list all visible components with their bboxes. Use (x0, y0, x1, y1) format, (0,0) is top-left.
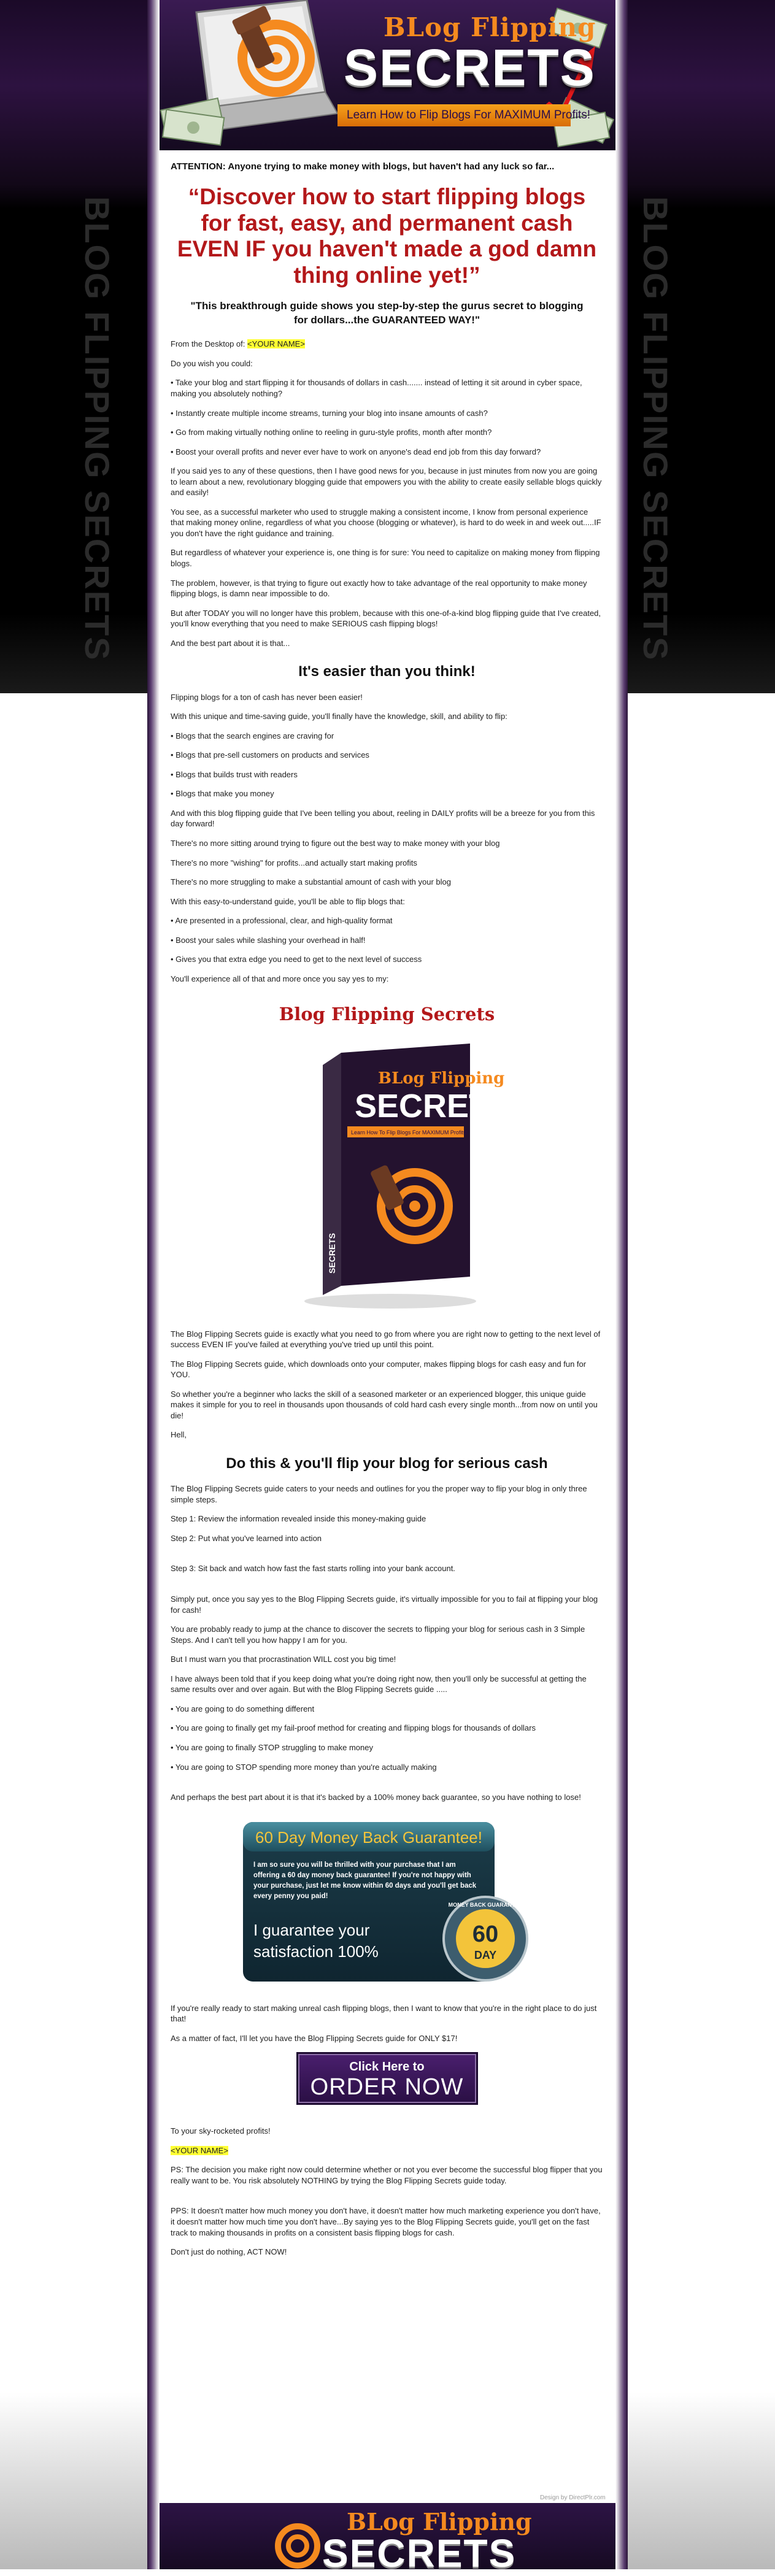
step-item: Step 3: Sit back and watch how fast the fast starts rolling into your bank account. (171, 1564, 455, 1574)
heading-flip: Do this & you'll flip your blog for serious cash (226, 1455, 548, 1472)
footer-banner (160, 2503, 615, 2575)
footer-rss-icon (270, 2515, 325, 2570)
sub-headline: "This breakthrough guide shows you step-by-step the gurus secret to blogging for dollars...the GUARANTEED WAY!" (190, 300, 584, 326)
from-line (171, 339, 603, 350)
guarantee-title: 60 Day Money Back Guarantee! (255, 1828, 482, 1847)
paragraph: There's no more "wishing" for profits...and actually start making profits (171, 858, 417, 867)
ebook-cover-image (286, 1040, 511, 1310)
from-label: From the Desktop of: (171, 339, 245, 349)
bullet-item: • Are presented in a professional, clear, and high-quality format (171, 916, 393, 926)
heading-easier: It's easier than you think! (298, 663, 476, 680)
paragraph: If you're really ready to start making unreal cash flipping blogs, then I want to know that you're in the right place to do just that! (171, 2003, 597, 2024)
bullet-item: • Blogs that the search engines are craving for (171, 731, 334, 740)
paragraph: I have always been told that if you keep doing what you're doing right now, then you'll only be successful at getting the same results over and over again. But with the Blog Flipping Secrets guide ..... (171, 1674, 587, 1694)
order-now-button[interactable] (296, 2052, 478, 2105)
paragraph: But after TODAY you will no longer have this problem, because with this one-of-a-kind blog flipping guide that I've created, you'll know everything that you need to make SERIOUS cash flipping blogs! (171, 608, 601, 629)
footer-title-line1: BLog Flipping (347, 2508, 532, 2536)
paragraph: So whether you're a beginner who lacks the skill of a seasoned marketer or an experienced blogger, this unique guide makes it simple for you to reel in thousands upon thousands of cold hard cash every single month...from now on until you die! (171, 1389, 598, 1420)
paragraph: With this easy-to-understand guide, you'll be able to flip blogs that: (171, 896, 405, 906)
paragraph: With this unique and time-saving guide, you'll finally have the knowledge, skill, and ability to flip: (171, 712, 507, 721)
paragraph: Do you wish you could: (171, 358, 253, 368)
side-watermark-left: BLOG FLIPPING SECRETS (78, 196, 117, 661)
guarantee-text-line2: offering a 60 day money back guarantee! If you're not happy with (253, 1871, 471, 1879)
paragraph: As a matter of fact, I'll let you have the Blog Flipping Secrets guide for ONLY $17! (171, 2033, 458, 2043)
step-item: Step 1: Review the information revealed inside this money-making guide (171, 1514, 426, 1524)
paragraph: If you said yes to any of these questions, then I have good news for you, because in just minutes from now you are going to learn about a new, revolutionary blogging guide that empowers you with the ability to create easily sellable blogs quickly and easily! (171, 466, 602, 498)
author-name-highlight: <YOUR NAME> (247, 339, 305, 349)
bullet-item: • Boost your overall profits and never ever have to work on anyone's dead end job from this day forward? (171, 447, 541, 456)
footer-credit: Design by DirectPlr.com (540, 2494, 606, 2501)
ebook-title-line2: SECRETS (354, 1087, 511, 1125)
paragraph: The Blog Flipping Secrets guide is exactly what you need to go from where you are right now to getting to the next level of success EVEN IF you've failed at everything you've tried up until this point. (171, 1329, 601, 1350)
guarantee-text-line1: I am so sure you will be thrilled with your purchase that I am (253, 1861, 456, 1869)
signature-name-highlight: <YOUR NAME> (171, 2145, 228, 2155)
attention-line: ATTENTION: Anyone trying to make money with blogs, but haven't had any luck so far... (171, 161, 555, 172)
bullet-item: • You are going to finally get my fail-proof method for creating and flipping blogs for thousands of dollars (171, 1723, 536, 1733)
seal-day: DAY (474, 1948, 496, 1961)
sales-letter-content (171, 161, 603, 2266)
ebook-title-line1: BLog Flipping (377, 1069, 504, 1088)
paragraph: The Blog Flipping Secrets guide, which downloads onto your computer, makes flipping blogs for cash easy and fun for YOU. (171, 1359, 587, 1380)
paragraph: There's no more struggling to make a substantial amount of cash with your blog (171, 877, 451, 887)
bullet-item: • Gives you that extra edge you need to get to the next level of success (171, 955, 422, 964)
product-title: Blog Flipping Secrets (279, 1004, 495, 1025)
header-banner (160, 0, 615, 150)
money-stack-icon (160, 92, 227, 150)
bullet-item: • Take your blog and start flipping it for thousands of dollars in cash....... instead of letting it sit around in cyber space, making you absolutely nothing? (171, 378, 582, 398)
paragraph: The problem, however, is that trying to figure out exactly how to take advantage of the real opportunity to make money flipping blogs, is damn near impossible to do. (171, 578, 587, 599)
final-call-to-action: Don't just do nothing, ACT NOW! (171, 2247, 287, 2257)
spacer (171, 1781, 603, 1792)
ps-paragraph: PS: The decision you make right now could determine whether or not you ever become the successful blog flipper that you really want to be. You risk absolutely NOTHING by trying the Blog Flipping Secrets guide today. (171, 2165, 603, 2185)
paragraph: Simply put, once you say yes to the Blog Flipping Secrets guide, it's virtually impossible for you to fail at flipping your blog for cash! (171, 1594, 598, 1615)
spacer (171, 1552, 603, 1563)
footer-title-line2: SECRETS (322, 2531, 517, 2575)
paragraph: Flipping blogs for a ton of cash has never been easier! (171, 692, 363, 702)
ebook-tagline: Learn How To Flip Blogs For MAXIMUM Profits! (350, 1129, 468, 1136)
bullet-item: • Blogs that pre-sell customers on products and services (171, 750, 369, 760)
step-item: Step 2: Put what you've learned into action (171, 1533, 322, 1543)
order-button-big-text: ORDER NOW (310, 2074, 464, 2101)
seal-number: 60 (472, 1921, 498, 1947)
ebook-spine-text: SECRETS (326, 1232, 337, 1274)
bullet-item: • Blogs that make you money (171, 789, 274, 799)
guarantee-footer-line2: satisfaction 100% (253, 1942, 379, 1961)
paragraph: And perhaps the best part about it is that it's backed by a 100% money back guarantee, so you have nothing to lose! (171, 1793, 581, 1802)
pps-paragraph: PPS: It doesn't matter how much money you don't have, it doesn't matter how much marketing experience you don't have, it doesn't matter how much time you don't have...By saying yes to the Blog Flipping Secrets guide, you'll get on the fast track to making thousands in profits on a consistent basis flipping blogs for cash. (171, 2206, 601, 2237)
paragraph: And the best part about it is that... (171, 638, 290, 648)
order-button-small-text: Click Here to (349, 2060, 425, 2074)
header-title-line2: SECRETS (344, 39, 596, 96)
seal-ring-text: MONEY BACK GUARANTEE (448, 1901, 522, 1908)
bullet-item: • You are going to finally STOP struggling to make money (171, 1742, 373, 1752)
paragraph: You'll experience all of that and more once you say yes to my: (171, 974, 389, 983)
bullet-item: • Blogs that builds trust with readers (171, 769, 298, 779)
paragraph: There's no more sitting around trying to figure out the best way to make money with your blog (171, 839, 500, 848)
bullet-item: • Instantly create multiple income streams, turning your blog into insane amounts of cash? (171, 408, 488, 418)
paragraph: You are probably ready to jump at the chance to discover the secrets to flipping your blog for serious cash in 3 Simple Steps. And I can't tell you how happy I am for you. (171, 1624, 585, 1645)
guarantee-footer-line1: I guarantee your (253, 1920, 369, 1939)
side-watermark-right: BLOG FLIPPING SECRETS (636, 196, 675, 661)
paragraph: But regardless of whatever your experience is, one thing is for sure: You need to capitalize on making money from flipping blogs. (171, 548, 600, 568)
guarantee-text-line3: your purchase, just let me know within 60 days and you'll get back (253, 1882, 476, 1890)
paragraph: The Blog Flipping Secrets guide caters to your needs and outlines for you the proper way to flip your blog in only three simple steps. (171, 1484, 587, 1504)
signature-line (171, 2145, 603, 2156)
paragraph: Hell, (171, 1430, 187, 1440)
guarantee-badge (240, 1819, 534, 1985)
bullet-item: • You are going to STOP spending more money than you're actually making (171, 1762, 437, 1772)
bullet-item: • Boost your sales while slashing your overhead in half! (171, 935, 366, 945)
header-title-line1: BLog Flipping (384, 12, 596, 42)
signoff: To your sky-rocketed profits! (171, 2126, 271, 2136)
guarantee-text-line4: every penny you paid! (253, 1892, 328, 1900)
main-headline: “Discover how to start flipping blogs for fast, easy, and permanent cash EVEN IF you haven't made a god damn thing online yet!” (177, 184, 597, 288)
paragraph: You see, as a successful marketer who used to struggle making a consistent income, I know from personal experience that making money online, regardless of what you choose (blogging or whatever), is hard to do week in and week out.....IF you don't have the right guidance and training. (171, 507, 601, 538)
header-tagline: Learn How to Flip Blogs For MAXIMUM Profits! (347, 109, 590, 121)
guarantee-seal-icon (444, 1897, 527, 1980)
bullet-item: • You are going to do something different (171, 1704, 315, 1713)
spacer (171, 2194, 603, 2205)
spacer (171, 1583, 603, 1594)
paragraph: And with this blog flipping guide that I've been telling you about, reeling in DAILY profits will be a breeze for you from this day forward! (171, 808, 595, 829)
bullet-item: • Go from making virtually nothing online to reeling in guru-style profits, month after month? (171, 428, 492, 437)
paragraph: But I must warn you that procrastination WILL cost you big time! (171, 1655, 396, 1664)
